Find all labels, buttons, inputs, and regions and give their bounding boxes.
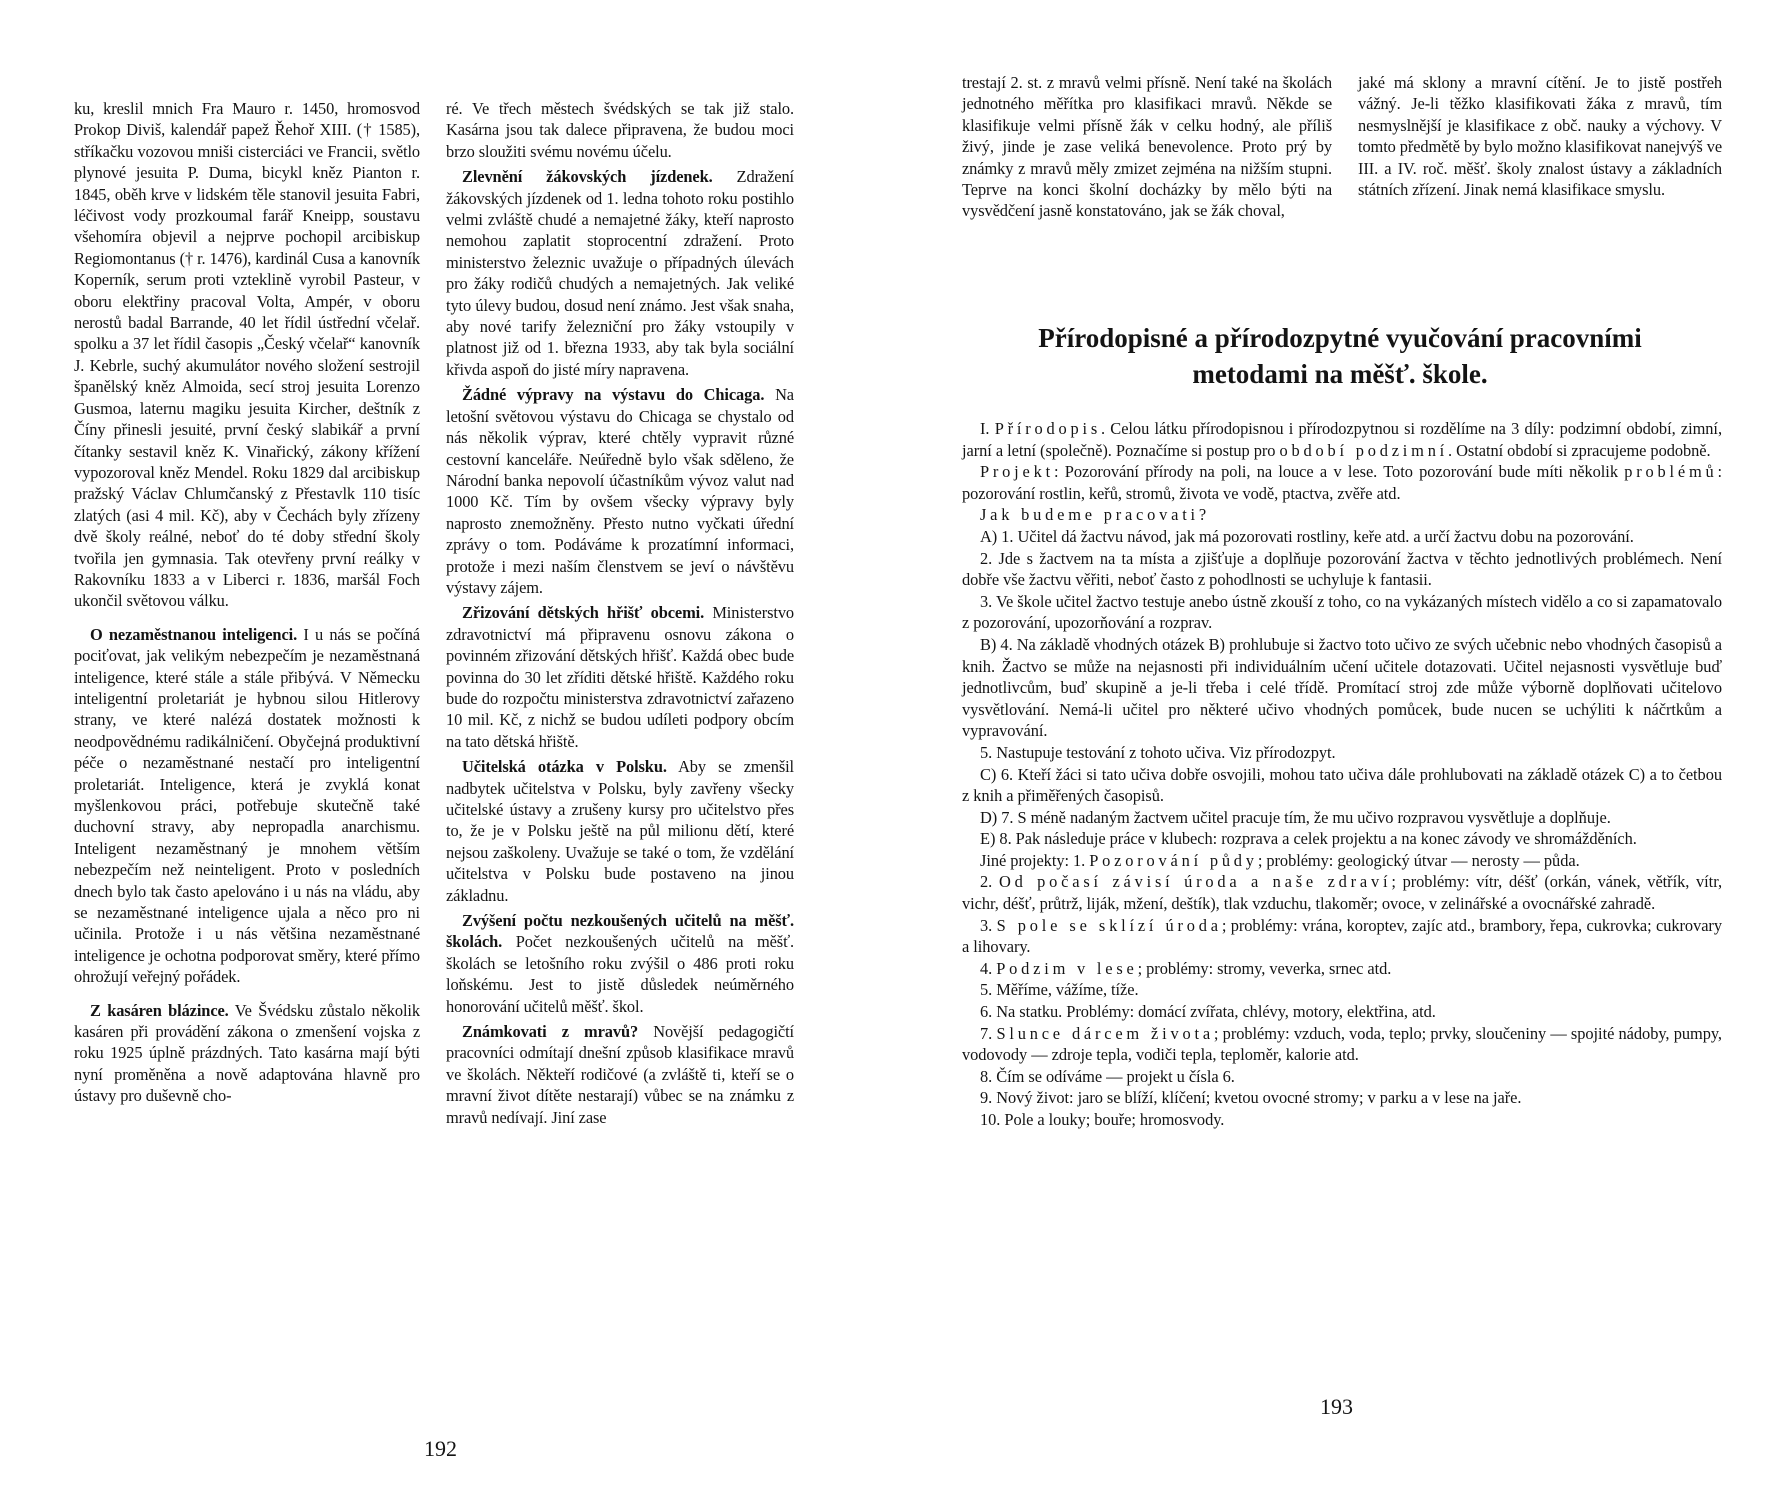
paragraph-text: Počet nezkoušených učitelů na měšť. školách se letošního roku zvýšil o 486 proti roku loňskému. Jest to jistě důsledek neúměrného honorování učitelů měšť. škol. [446, 932, 794, 1016]
article-paragraph [962, 504, 1722, 526]
paragraph [1358, 72, 1722, 200]
article-text: A) 1. Učitel dá žactvu návod, jak má pozorovati rostliny, keře atd. a určí žactvu dobu na pozorování. [980, 526, 1634, 546]
article-paragraph [962, 979, 1722, 1001]
article-paragraph [962, 1023, 1722, 1066]
article-paragraph [962, 526, 1722, 548]
page-number-left: 192 [424, 1436, 457, 1461]
paragraph [446, 910, 794, 1017]
spaced-term: Projekt [980, 462, 1054, 482]
article-text: Jiné projekty: 1. [980, 850, 1090, 870]
article-paragraph [962, 807, 1722, 829]
paragraph-lead: Zlevnění žákovských jízdenek. [462, 167, 713, 187]
article-text: ; problémy: stromy, veverka, srnec atd. [1137, 958, 1392, 978]
article-paragraph [962, 742, 1722, 764]
article-text: D) 7. S méně nadaným žactvem učitel pracuje tím, že mu učivo rozpravou vysvětluje a doplňuje. [980, 807, 1611, 827]
article-paragraph [962, 764, 1722, 807]
article-paragraph [962, 915, 1722, 958]
spaced-term: S pole se sklízí úroda [996, 915, 1222, 935]
article-text: 10. Pole a louky; bouře; hromosvody. [980, 1110, 1225, 1129]
spaced-term: Podzim v lese [996, 958, 1138, 978]
article-text: . Ostatní období si zpracujeme podobně. [1448, 440, 1711, 460]
article-text: : pozorování rostlin, keřů, stromů, života ve vodě, ptactva, zvěře atd. [962, 462, 1722, 503]
article-paragraph [962, 461, 1722, 504]
article-heading [952, 320, 1728, 392]
paragraph-lead: Učitelská otázka v Polsku. [462, 757, 667, 777]
article-paragraph [962, 548, 1722, 591]
paragraph-text: I u nás se počíná pociťovat, jak velikým nebezpečím je nezaměstnaná inteligence, které stále a stále přibývá. V Německu inteligentní proletariát je hybnou silou Hitlerovy strany, ve které nalézá dostatek možnosti k neodpovědnému radikálničení. Obyčejná produktivní péče o nezaměstnané nestačí pro inteligentní proletariát. Inteligence, která je zvyklá konat myšlenkovou práci, potřebuje skutečně také duchovní stravy, aby nepropadla anarchismu. Inteligent nezaměstnaný je mnohem větším nebezpečím než neinteligent. Proto v posledních dnech bylo tak často apelováno i u nás na vládu, aby se nezaměstnané inteligence ujala a něco pro ni učinila. Protože i u nás většina nezaměstnané inteligence je ochotna podporovat směry, které přímo ohrožují veřejný pořádek. [74, 624, 420, 987]
left-page-column-2 [446, 98, 794, 1132]
paragraph-text: Aby se zmenšil nadbytek učitelstva v Polsku, byly zavřeny všecky učitelské ústavy a zrušeny kursy pro učitelstvo přes to, že je v Polsku ještě na půl milionu dětí, které nejsou zaškoleny. Uvažuje se také o tom, že vzdělání učitelstva v Polsku bude postaveno na jinou základnu. [446, 757, 794, 905]
article-text: 2. Jde s žactvem na ta místa a zjišťuje a doplňuje pozorování žactva v těchto jednotlivých problémech. Není dobře vše žactvu věřiti, neboť často z pohodlnosti se uchyluje k fantasii. [962, 548, 1722, 590]
article-paragraph [962, 418, 1722, 461]
article-text: ; problémy: geologický útvar — nerosty — půda. [1257, 850, 1580, 870]
paragraph-lead: Zřizování dětských hřišť obcemi. [462, 603, 705, 623]
paragraph-text: trestají 2. st. z mravů velmi přísně. Není také na školách jednotného měřítka pro klasifikaci mravů. Někde se klasifikuje velmi přísně žák v celku hodný, ale příliš živý, jinde je zase veliká benevolence. Proto prý by známky z mravů měly zmizet zejména na nižším stupni. Teprve na konci školní docházky by mělo býti na vysvědčení jasně konstatováno, jak se žák choval, [962, 73, 1332, 221]
article-text: ; problémy: vrána, koroptev, zajíc atd., brambory, řepa, cukrovka; cukrovary a lihovary. [962, 915, 1722, 957]
article-text: 2. [980, 872, 999, 892]
spaced-term: problémů [1624, 462, 1718, 482]
paragraph [446, 756, 794, 906]
page-number-right: 193 [1320, 1394, 1353, 1419]
spaced-term: období podzimní [1279, 440, 1449, 460]
paragraph-text: Na letošní světovou výstavu do Chicaga se chystalo od nás několik výprav, které chtěly vypravit různé cestovní kanceláře. Neúředně bylo však sděleno, že Národní banka nepovolí účastníkům vývoz valut nad 1000 Kč. Tím by ovšem všecky výpravy byly naprosto znemožněny. Přesto nutno vyčkati úřední zprávy o tom. Podáváme k prozatímní informaci, protože i mezi naším členstvem se jeví o návštěvu výstavy zájem. [446, 385, 794, 597]
article-text: ; problémy: vítr, déšť (orkán, vánek, větřík, vítr, vichr, déšť, průtrž, liják, mžení, deštík), tlak vzduchu, tlakoměr; ovoce, v zelinářské a ovocnářské zahradě. [962, 872, 1722, 914]
paragraph [74, 1000, 420, 1107]
article-paragraph [962, 1001, 1722, 1023]
left-page-column-1 [74, 98, 420, 1111]
article-text: 8. Čím se odíváme — projekt u čísla 6. [980, 1066, 1235, 1086]
paragraph-text: Ministerstvo zdravotnictví má připravenu osnovu zákona o povinném zřizování dětských hřišť. Každá obec bude povinna do 30 let zříditi dětské hřiště. Každého roku bude do rozpočtu ministerstva zdravotnictví zařazeno 10 mil. Kč, z nichž se budou udíleti podpory obcím na tato dětská hřiště. [446, 603, 795, 751]
article-paragraph [962, 1066, 1722, 1088]
article-paragraph [962, 850, 1722, 872]
article-paragraph [962, 958, 1722, 980]
paragraph-text: ku, kreslil mnich Fra Mauro r. 1450, hromosvod Prokop Diviš, kalendář papež Řehoř XIII. († 1585), stříkačku vozovou mniši cisterciáci ve Francii, světlo plynové jesuita P. Duma, bicykl kněz Pianton r. 1845, oběh krve v lidském těle stanovil jesuita Fabri, léčivost vody prozkoumal farář Kneipp, soustavu všehomíra objevil a nejprve pochopil arcibiskup Regiomontanus († r. 1476), kardinál Cusa a kanovník Koperník, serum proti vzteklině vyrobil Pasteur, v oboru elektřiny pracoval Volta, Ampér, v oboru nerostů badal Barrande, 40 let řídil ústřední včelař. spolku a 37 let řídil časopis „Český včelař“ kanovník J. Kebrle, suchý akumulátor nového složení sestrojil španělský kněz Almoida, secí stroj jesuita Lorenzo Gusmoa, laternu magiku jesuita Kircher, deštník z Číny přinesli jesuité, první český slabikář a první čítanky sestavil kněz K. Vinařický, zákony křížení vypozoroval kněz Mendel. Roku 1829 dal arcibiskup pražský Václav Chlumčanský z Přestavlk 110 tisíc zlatých (asi 4 mil. Kč), aby v Čechách byly zřízeny dvě školy reálné, neboť do té doby střední školy tvořila jen gymnasia. Tak otevřeny první reálky v Rakovníku 1833 a v Liberci r. 1836, maršál Foch ukončil světovou válku. [74, 99, 420, 611]
article-text: E) 8. Pak následuje práce v klubech: rozprava a celek projektu a na konec závody ve shromážděních. [980, 829, 1637, 849]
paragraph-text: Zdražení žákovských jízdenek od 1. ledna tohoto roku postihlo velmi zvláště chudé a nemajetné žáky, kteří naprosto nemohou zaplatit stoprocentní zdražení. Proto ministerstvo železnic uvažuje o případných úlevách pro žáky rodičů chudých a nemajetných. Jak veliké tyto úlevy budou, dosud není známo. Jest však snaha, aby nové tarify železniční pro žáky vstoupily v platnost již od 1. března 1933, aby tak byla sociální křivda aspoň do jisté míry napravena. [446, 167, 794, 379]
article-body [962, 418, 1722, 1131]
article-heading-line-1: Přírodopisné a přírodozpytné vyučování pracovními [1038, 323, 1642, 353]
paragraph [446, 602, 794, 752]
paragraph [446, 384, 794, 598]
article-paragraph [962, 634, 1722, 742]
article-text: 3. Ve škole učitel žactvo testuje anebo ústně zkouší z toho, co na vykázaných místech vidělo a co si zapamatovalo z pozorování, upozorňování a rozprav. [962, 591, 1722, 633]
article-paragraph [962, 871, 1722, 914]
paragraph-text: jaké má sklony a mravní cítění. Je to jistě postřeh vážný. Je-li těžko klasifikovati žáka z mravů, tím nesmyslnější je klasifikace z obč. nauky a výchovy. V tomto předmětě by bylo možno klasifikovat nanejvýš ve III. a IV. roč. měšť. školy znalost ústavy a základních státních zřízení. Jinak nemá klasifikace smyslu. [1358, 73, 1722, 200]
spaced-term: Pozorování půdy [1089, 850, 1258, 870]
article-text: : Pozorování přírody na poli, na louce a v lese. Toto pozorování bude míti několik [1053, 462, 1625, 482]
article-text: ; problémy: vzduch, voda, teplo; prvky, sloučeniny — spojité nádoby, pumpy, vodovody — zdroje tepla, vodiči tepla, teploměr, kalorie atd. [962, 1023, 1722, 1065]
paragraph [446, 1021, 794, 1128]
article-text: 3. [980, 915, 997, 935]
article-text: 5. Nastupuje testování z tohoto učiva. Viz přírodozpyt. [980, 742, 1336, 762]
spaced-term: Slunce dárcem života [996, 1023, 1214, 1043]
paragraph-lead: Zvýšení počtu nezkoušených učitelů na měšť. školách. [446, 911, 794, 952]
right-page-top-column-2 [1358, 72, 1722, 204]
article-text: 7. [980, 1023, 997, 1043]
paragraph-text: Ve Švédsku zůstalo několik kasáren při provádění zákona o zmenšení vojska z roku 1925 úplně prázdných. Tato kasárna mají býti nyní proměněna a nově adaptována hlavně pro ústavy pro duševně cho- [74, 1000, 420, 1106]
spaced-term: Od počasí závisí úroda a naše zdraví [998, 872, 1392, 892]
paragraph-lead: Známkovati z mravů? [462, 1022, 639, 1042]
article-text: 4. [980, 958, 997, 978]
article-paragraph [962, 591, 1722, 634]
article-text: C) 6. Kteří žáci si tato učiva dobře osvojili, mohou tato učiva dále prohlubovati na základě otázek C) a to četbou z knih a přiměřených časopisů. [962, 764, 1722, 806]
paragraph [74, 624, 420, 988]
article-text: B) 4. Na základě vhodných otázek B) prohlubuje si žactvo toto učivo ze svých učebnic nebo vhodných časopisů a knih. Žactvo se může na nejasnosti při individuálním učení učitele dotazovati. Učitel nejasnosti vysvětluje buď jednotlivcům, buď skupině a je-li třeba i celé třídě. Promítací stroj zde může výborně doplňovati učitelovo vysvětlování. Nemá-li učitel pro některé učivo vhodných pomůcek, bude nucen se uchýliti k náčrtkům a vypravování. [962, 634, 1722, 741]
article-text: 6. Na statku. Problémy: domácí zvířata, chlévy, motory, elektřina, atd. [980, 1002, 1436, 1022]
paragraph-lead: O nezaměstnanou inteligenci. [90, 624, 298, 644]
paragraph-text: ré. Ve třech městech švédských se tak již stalo. Kasárna jsou tak dalece připravena, že budou moci brzo sloužiti svému novému účelu. [446, 99, 794, 161]
article-paragraph [962, 1109, 1722, 1131]
paragraph [446, 166, 794, 380]
article-text: I. [980, 419, 995, 438]
article-text: . Celou látku přírodopisnou i přírodozpytnou si rozdělíme na 3 díly: podzimní období, zimní, jarní a letní (společně). Poznačíme si postup pro [962, 419, 1722, 460]
paragraph [446, 98, 794, 162]
article-text: 5. Měříme, vážíme, tíže. [980, 980, 1139, 1000]
paragraph [962, 72, 1332, 222]
paragraph [74, 98, 420, 612]
spaced-term: Přírodopis [994, 419, 1102, 438]
article-paragraph [962, 828, 1722, 850]
article-text: 9. Nový život: jaro se blíží, klíčení; kvetou ovocné stromy; v parku a v lese na jaře. [980, 1088, 1522, 1108]
right-page-top-column-1 [962, 72, 1332, 226]
article-paragraph [962, 1087, 1722, 1109]
paragraph-lead: Žádné výpravy na výstavu do Chicaga. [462, 385, 765, 405]
paragraph-text: Novější pedagogičtí pracovníci odmítají dnešní způsob klasifikace mravů ve školách. Někteří rodičové (a zvláště ti, kteří se o mravní život dítěte nestarají) vůbec se na známku z mravů nedívají. Jiní zase [446, 1022, 794, 1127]
paragraph-lead: Z kasáren blázince. [90, 1000, 229, 1020]
article-heading-line-2: metodami na měšť. škole. [1192, 359, 1488, 389]
spaced-term: Jak budeme pracovati? [980, 505, 1210, 525]
